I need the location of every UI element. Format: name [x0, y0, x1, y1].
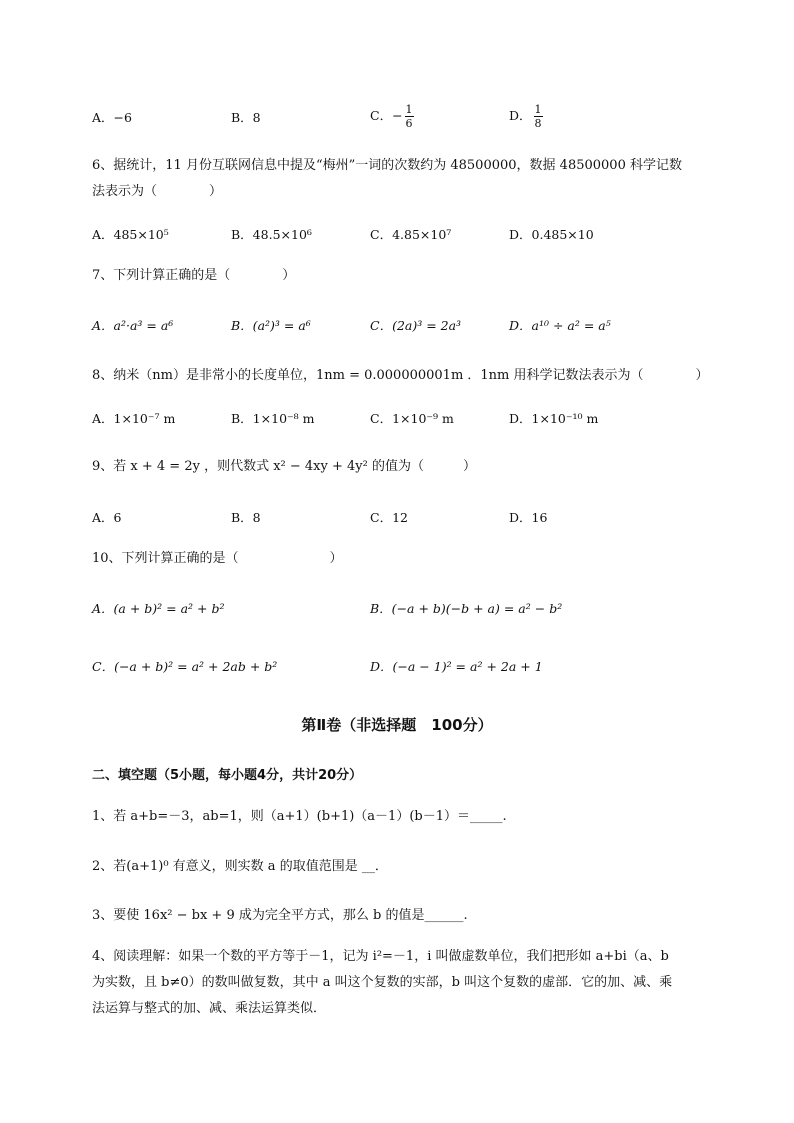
q7-option-b[interactable]: B．(a²)³ = a⁶ — [231, 318, 311, 333]
q7-stem: 7、下列计算正确的是（ ） — [92, 268, 296, 283]
fill-q2: 2、若(a+1)⁰ 有意义，则实数 a 的取值范围是 __． — [92, 859, 388, 874]
q7-option-d[interactable]: D．a¹⁰ ÷ a² = a⁵ — [509, 318, 611, 333]
fill-q4-line2: 为实数，且 b≠0）的数叫做复数，其中 a 叫这个复数的实部，b 叫这个复数的虚部．它的加、减、乘 — [92, 975, 673, 990]
fill-q4-line1: 4、阅读理解：如果一个数的平方等于－1，记为 i²=－1，i 叫做虚数单位，我们把形如 a+bi（a、b — [92, 949, 669, 964]
q6-option-d[interactable]: D．0.485×10 — [509, 227, 594, 242]
q5-option-d-fraction — [534, 103, 543, 130]
q5-option-d-label: D． — [509, 108, 532, 123]
q5-option-d[interactable] — [509, 103, 543, 130]
fill-q3: 3、要使 16x² − bx + 9 成为完全平方式，那么 b 的值是______. — [92, 908, 468, 923]
fraction-denominator: 6 — [405, 117, 413, 130]
q7-option-c[interactable]: C．(2a)³ = 2a³ — [370, 318, 462, 333]
q10-stem: 10、下列计算正确的是（ ） — [92, 551, 343, 566]
q10-option-d[interactable]: D．(−a − 1)² = a² + 2a + 1 — [370, 659, 543, 674]
fraction-numerator: 1 — [534, 103, 542, 116]
fraction-denominator: 8 — [534, 117, 542, 130]
q6-option-b[interactable]: B．48.5×10⁶ — [231, 227, 312, 242]
q8-option-a[interactable]: A．1×10⁻⁷ m — [92, 411, 176, 426]
q5-option-c-label: C．− — [370, 108, 403, 123]
q8-option-c[interactable]: C．1×10⁻⁹ m — [370, 411, 454, 426]
q10-option-c[interactable]: C．(−a + b)² = a² + 2ab + b² — [92, 659, 278, 674]
q10-option-b[interactable]: B．(−a + b)(−b + a) = a² − b² — [370, 601, 563, 616]
q6-stem-line2: 法表示为（ ） — [92, 184, 223, 199]
q10-option-a[interactable]: A．(a + b)² = a² + b² — [92, 601, 225, 616]
q9-option-d[interactable]: D．16 — [509, 510, 548, 525]
q5-option-b[interactable]: B．8 — [231, 110, 261, 125]
q6-stem-line1: 6、据统计，11 月份互联网信息中提及“梅州”一词的次数约为 48500000，数据 48500000 科学记数 — [92, 158, 682, 173]
q5-option-c[interactable] — [370, 103, 414, 130]
fill-q1: 1、若 a+b=－3，ab=1，则（a+1）(b+1)（a－1）(b－1）＝_____. — [92, 809, 507, 824]
q6-option-a[interactable]: A．485×10⁵ — [92, 227, 169, 242]
part2-title: 第Ⅱ卷（非选择题 100分） — [301, 716, 493, 734]
q9-option-c[interactable]: C．12 — [370, 510, 408, 525]
q8-stem: 8、纳米（nm）是非常小的长度单位，1nm = 0.000000001m ．1nm 用科学记数法表示为（ ） — [92, 368, 709, 383]
fill-q4-line3: 法运算与整式的加、减、乘法运算类似． — [92, 1001, 327, 1016]
fraction-numerator: 1 — [405, 103, 413, 116]
q9-stem: 9、若 x + 4 = 2y ，则代数式 x² − 4xy + 4y² 的值为（ ） — [92, 459, 476, 474]
q6-option-c[interactable]: C．4.85×10⁷ — [370, 227, 452, 242]
q8-option-b[interactable]: B．1×10⁻⁸ m — [231, 411, 315, 426]
fill-section-heading: 二、填空题（5小题，每小题4分，共计20分） — [92, 768, 363, 783]
q5-option-a[interactable]: A．−6 — [92, 110, 132, 125]
q8-option-d[interactable]: D．1×10⁻¹⁰ m — [509, 411, 599, 426]
q9-option-b[interactable]: B．8 — [231, 510, 261, 525]
q5-option-c-fraction — [405, 103, 414, 130]
q7-option-a[interactable]: A．a²·a³ = a⁶ — [92, 318, 174, 333]
q9-option-a[interactable]: A．6 — [92, 510, 122, 525]
